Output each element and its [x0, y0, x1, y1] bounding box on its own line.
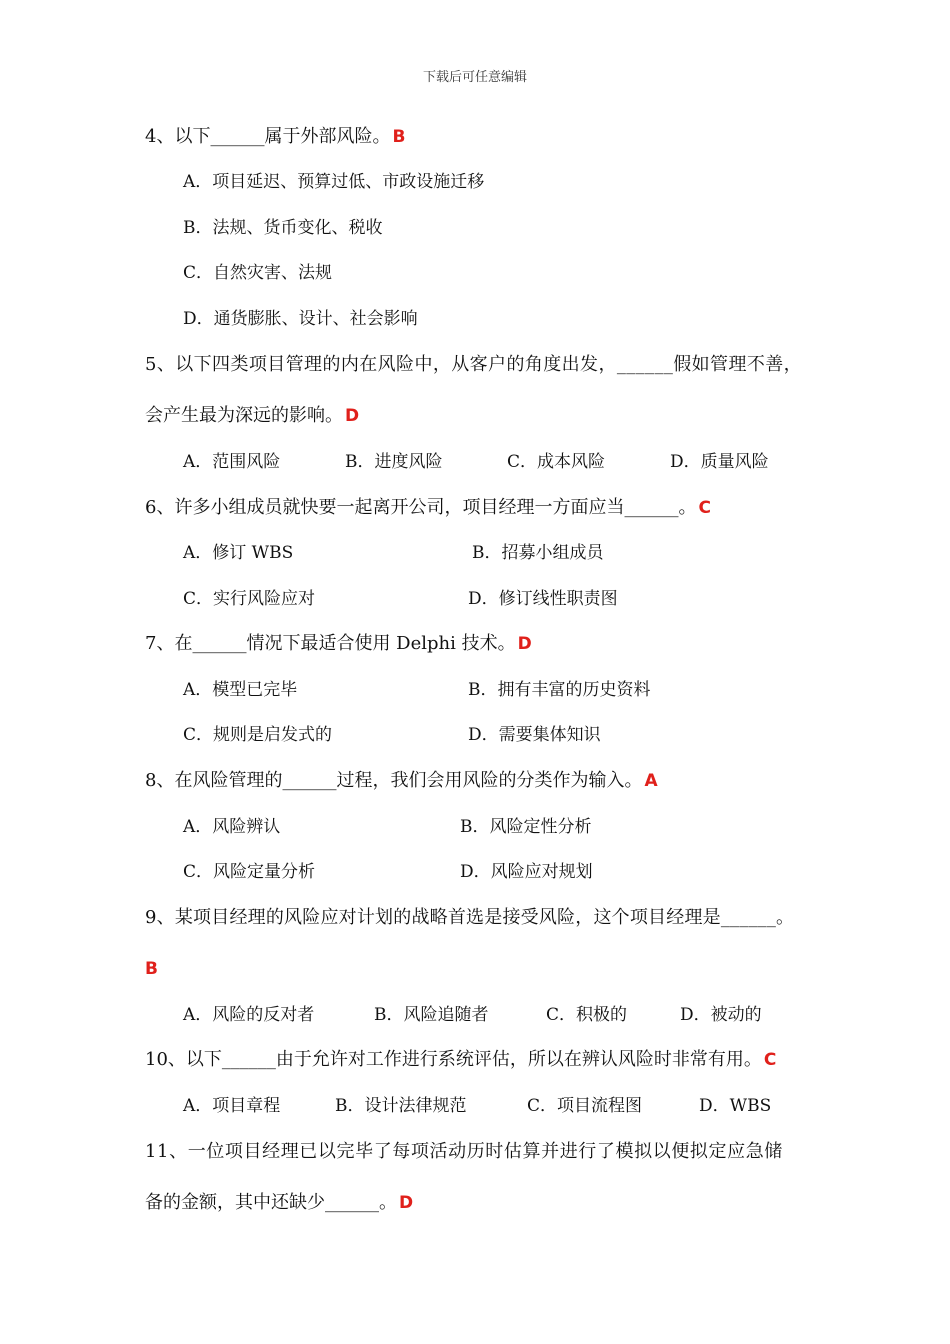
question-4-stem: 4、以下______属于外部风险。 [145, 126, 391, 147]
question-6 [145, 496, 711, 520]
question-9-answer: B [145, 959, 158, 979]
question-7-option-c: C．规则是启发式的 [183, 725, 333, 745]
question-6-option-a: A．修订 WBS [183, 543, 294, 563]
question-9-option-c: C．积极的 [546, 1005, 628, 1025]
question-5-stem-line-2: 会产生最为深远的影响。 [145, 405, 343, 426]
question-8-stem: 8、在风险管理的______过程，我们会用风险的分类作为输入。 [145, 770, 643, 791]
question-5-option-c: C．成本风险 [507, 452, 606, 472]
question-10-stem: 10、以下______由于允许对工作进行系统评估，所以在辨认风险时非常有用。 [145, 1049, 762, 1070]
question-10-answer: C [763, 1050, 777, 1070]
question-11-stem-line-2: 备的金额，其中还缺少______。 [145, 1192, 397, 1213]
question-5-option-d: D．质量风险 [670, 452, 769, 472]
question-9-option-d: D．被动的 [680, 1005, 762, 1025]
page-header: 下载后可任意编辑 [422, 70, 527, 85]
question-6-option-d: D．修订线性职责图 [468, 589, 618, 609]
question-9 [145, 957, 158, 981]
question-6-stem: 6、许多小组成员就快要一起离开公司，项目经理一方面应当______。 [145, 497, 697, 518]
question-10 [145, 1048, 776, 1072]
question-5 [145, 404, 359, 428]
question-10-option-c: C．项目流程图 [527, 1096, 643, 1116]
question-9-option-a: A．风险的反对者 [183, 1005, 315, 1025]
question-7 [145, 632, 532, 656]
question-4-option-a: A．项目延迟、预算过低、市政设施迁移 [183, 172, 485, 192]
question-8-option-c: C．风险定量分析 [183, 862, 316, 882]
question-7-stem: 7、在______情况下最适合使用 Delphi 技术。 [145, 633, 516, 654]
question-4-option-d: D．通货膨胀、设计、社会影响 [183, 309, 418, 329]
question-10-option-a: A．项目章程 [183, 1096, 281, 1116]
question-7-option-a: A．模型已完毕 [183, 680, 298, 700]
question-10-option-b: B．设计法律规范 [335, 1096, 467, 1116]
question-4-option-b: B．法规、货币变化、税收 [183, 218, 383, 238]
question-11 [145, 1191, 413, 1215]
question-8 [145, 769, 658, 793]
question-4-option-c: C．自然灾害、法规 [183, 263, 333, 283]
question-10-option-d: D．WBS [699, 1096, 772, 1116]
question-8-option-b: B．风险定性分析 [460, 817, 592, 837]
question-7-option-d: D．需要集体知识 [468, 725, 601, 745]
question-7-answer: D [517, 634, 532, 654]
question-11-answer: D [399, 1193, 414, 1213]
question-11-stem-line-1: 11、一位项目经理已以完毕了每项活动历时估算并进行了模拟以便拟定应急储 [145, 1141, 783, 1162]
question-6-option-c: C．实行风险应对 [183, 589, 316, 609]
question-8-option-a: A．风险辨认 [183, 817, 281, 837]
question-5-answer: D [345, 406, 360, 426]
question-5-stem-line-1: 5、以下四类项目管理的内在风险中，从客户的角度出发，______假如管理不善， [145, 354, 803, 375]
question-5-option-a: A．范围风险 [183, 452, 281, 472]
question-5-option-b: B．进度风险 [345, 452, 443, 472]
question-9-stem: 9、某项目经理的风险应对计划的战略首选是接受风险，这个项目经理是______。 [145, 907, 795, 928]
question-4 [145, 125, 405, 149]
question-8-option-d: D．风险应对规划 [460, 862, 593, 882]
question-4-answer: B [392, 127, 406, 147]
question-6-answer: C [698, 498, 711, 518]
question-9-option-b: B．风险追随者 [374, 1005, 489, 1025]
question-8-answer: A [644, 771, 658, 791]
question-6-option-b: B．招募小组成员 [472, 543, 604, 563]
question-7-option-b: B．拥有丰富的历史资料 [468, 680, 651, 700]
